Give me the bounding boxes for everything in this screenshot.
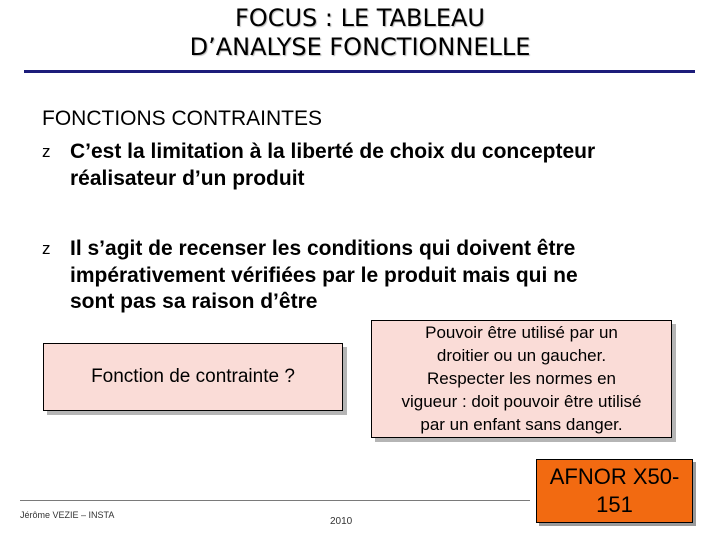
slide-title <box>0 4 720 62</box>
bullet-text-line-3: sont pas sa raison d’être <box>70 290 318 313</box>
constraint-question-box <box>43 343 343 411</box>
slide-title-line-2: D’ANALYSE FONCTIONNELLE <box>189 33 531 61</box>
footer-author: Jérôme VEZIE – INSTA <box>20 510 115 520</box>
section-heading: FONCTIONS CONTRAINTES <box>42 107 323 130</box>
bullet-icon: z <box>42 142 51 161</box>
bullet-icon: z <box>42 239 51 258</box>
slide-title-line-1: FOCUS : LE TABLEAU <box>235 4 485 32</box>
footer-divider <box>20 500 530 501</box>
bullet-text-line-2: réalisateur d’un produit <box>70 166 305 190</box>
footer-year: 2010 <box>330 516 353 527</box>
constraint-question-text: Fonction de contrainte ? <box>91 366 295 387</box>
afnor-line-1: AFNOR X50- <box>549 464 680 489</box>
example-line-2: droitier ou un gaucher. <box>436 346 607 365</box>
bullet-text-line-2: impérativement vérifiées par le produit mais qui ne <box>70 263 578 287</box>
constraint-example-box <box>371 320 672 438</box>
afnor-line-2: 151 <box>596 492 633 517</box>
bullet-explanation <box>42 236 692 316</box>
bullet-definition <box>42 139 692 192</box>
example-line-3: Respecter les normes en <box>427 369 616 388</box>
example-line-1: Pouvoir être utilisé par un <box>425 323 618 342</box>
bullet-text-line-1: C’est la limitation à la liberté de choix du concepteur <box>70 140 596 163</box>
afnor-standard-badge <box>536 459 693 523</box>
title-divider <box>24 70 695 73</box>
example-line-4: vigueur : doit pouvoir être utilisé <box>401 392 642 411</box>
bullet-text-line-1: Il s’agit de recenser les conditions qui doivent être <box>70 237 576 260</box>
example-line-5: par un enfant sans danger. <box>420 415 623 434</box>
